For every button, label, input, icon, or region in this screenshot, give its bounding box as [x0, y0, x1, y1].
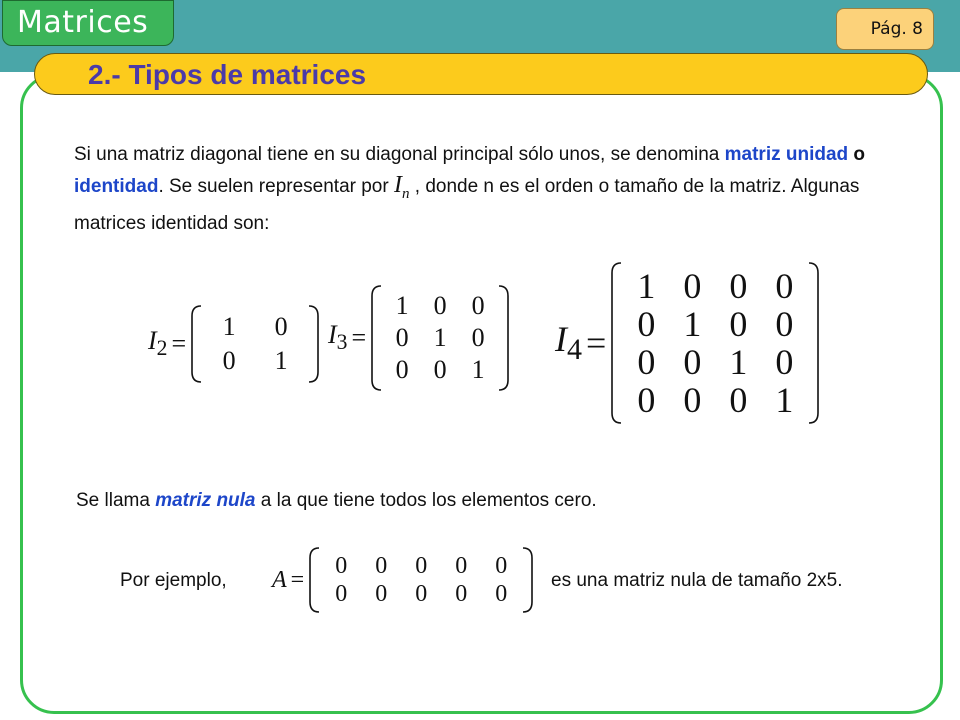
identity-intro-2: . Se suelen representar por — [158, 176, 394, 197]
identity-symbol-letter: I — [393, 172, 402, 198]
example-lead-text: Por ejemplo, — [120, 570, 227, 591]
matrix-subscript: 2 — [156, 336, 168, 361]
matrix-entry: 0 — [395, 323, 409, 352]
matrix-entry: 0 — [375, 580, 388, 607]
equals-sign: = — [171, 329, 187, 358]
matrix-entry: 1 — [683, 304, 702, 344]
matrix-entry: 0 — [683, 380, 702, 420]
matrix-entries — [383, 290, 497, 386]
identity-matrix-2 — [148, 305, 320, 383]
equals-sign: = — [351, 323, 367, 352]
matrix-entry: 0 — [395, 355, 409, 384]
matrix-subscript: 3 — [336, 330, 348, 355]
matrix-entry: 0 — [637, 304, 656, 344]
null-sentence-2: a la que tiene todos los elementos cero. — [255, 490, 597, 511]
matrix-entry: 0 — [415, 580, 428, 607]
matrix-entry: 1 — [395, 291, 409, 320]
identity-intro-1: Si una matriz diagonal tiene en su diagonal principal sólo unos, se denomina — [74, 144, 725, 165]
null-matrix-sentence — [76, 488, 597, 514]
term-matriz-unidad: matriz unidad — [724, 144, 849, 165]
matrix-entry: 1 — [433, 323, 447, 352]
identity-symbol — [393, 172, 410, 202]
matrix-left-paren — [190, 305, 203, 383]
null-matrix-example — [272, 547, 534, 613]
matrix-entry: 0 — [729, 304, 748, 344]
matrix-left-paren — [308, 547, 321, 613]
matrix-entry: 0 — [775, 342, 794, 382]
matrix-right-paren — [521, 547, 534, 613]
matrix-name: A — [272, 566, 287, 593]
term-matriz-nula: matriz nula — [155, 490, 256, 511]
matrix-entry: 0 — [433, 291, 447, 320]
equals-sign: = — [290, 566, 305, 593]
section-title: 2.- Tipos de matrices — [88, 59, 367, 90]
matrix-entry: 1 — [775, 380, 794, 420]
matrix-entry: 0 — [335, 580, 348, 607]
matrix-entries — [321, 552, 521, 608]
identity-symbol-sub: n — [401, 185, 410, 202]
matrix-entry: 0 — [495, 552, 508, 579]
example-trail-text: es una matriz nula de tamaño 2x5. — [551, 570, 843, 591]
matrix-entry: 0 — [775, 266, 794, 306]
matrix-entry: 0 — [455, 580, 468, 607]
matrix-entry: 1 — [637, 266, 656, 306]
null-sentence-1: Se llama — [76, 490, 156, 511]
matrix-entry: 1 — [471, 355, 485, 384]
matrix-entry: 0 — [335, 552, 348, 579]
identity-matrix-4 — [555, 262, 820, 424]
matrix-entry: 0 — [683, 342, 702, 382]
matrix-entry: 0 — [729, 266, 748, 306]
identity-matrix-3 — [328, 285, 510, 391]
app-title: Matrices — [2, 0, 174, 46]
matrix-entry: 0 — [471, 323, 485, 352]
matrix-right-paren — [497, 285, 510, 391]
matrix-name: $I_3$ — [328, 320, 348, 355]
conjunction-o: o — [848, 144, 866, 165]
matrix-entry: 0 — [683, 266, 702, 306]
matrix-entry: 0 — [222, 346, 236, 375]
identity-paragraph — [74, 140, 900, 239]
matrix-entry: 1 — [274, 346, 288, 375]
matrix-entry: 1 — [729, 342, 748, 382]
page-number-badge: Pág. 8 — [836, 8, 934, 50]
matrix-left-paren — [610, 262, 623, 424]
matrix-entry: 0 — [729, 380, 748, 420]
matrix-name: $I_4$ — [555, 319, 582, 367]
matrix-entry: 0 — [495, 580, 508, 607]
matrix-name: $I_2$ — [148, 326, 168, 361]
matrix-subscript: 4 — [567, 333, 582, 367]
equals-sign: = — [586, 323, 607, 363]
matrix-entry: 0 — [415, 552, 428, 579]
identity-intro-3: , donde n es el orden o tamaño de la matriz. Algunas matrices identidad son: — [74, 176, 860, 234]
matrix-entry: 0 — [775, 304, 794, 344]
matrix-entry: 0 — [455, 552, 468, 579]
matrix-entry: 0 — [637, 380, 656, 420]
matrix-entry: 0 — [274, 312, 288, 341]
matrix-entries — [203, 310, 307, 378]
matrix-right-paren — [307, 305, 320, 383]
matrix-left-paren — [370, 285, 383, 391]
matrix-entry: 0 — [375, 552, 388, 579]
matrix-entries — [623, 267, 807, 419]
term-identidad: identidad — [74, 176, 159, 197]
matrix-right-paren — [807, 262, 820, 424]
matrix-entry: 0 — [637, 342, 656, 382]
matrix-entry: 0 — [471, 291, 485, 320]
matrix-entry: 1 — [222, 312, 236, 341]
matrix-entry: 0 — [433, 355, 447, 384]
